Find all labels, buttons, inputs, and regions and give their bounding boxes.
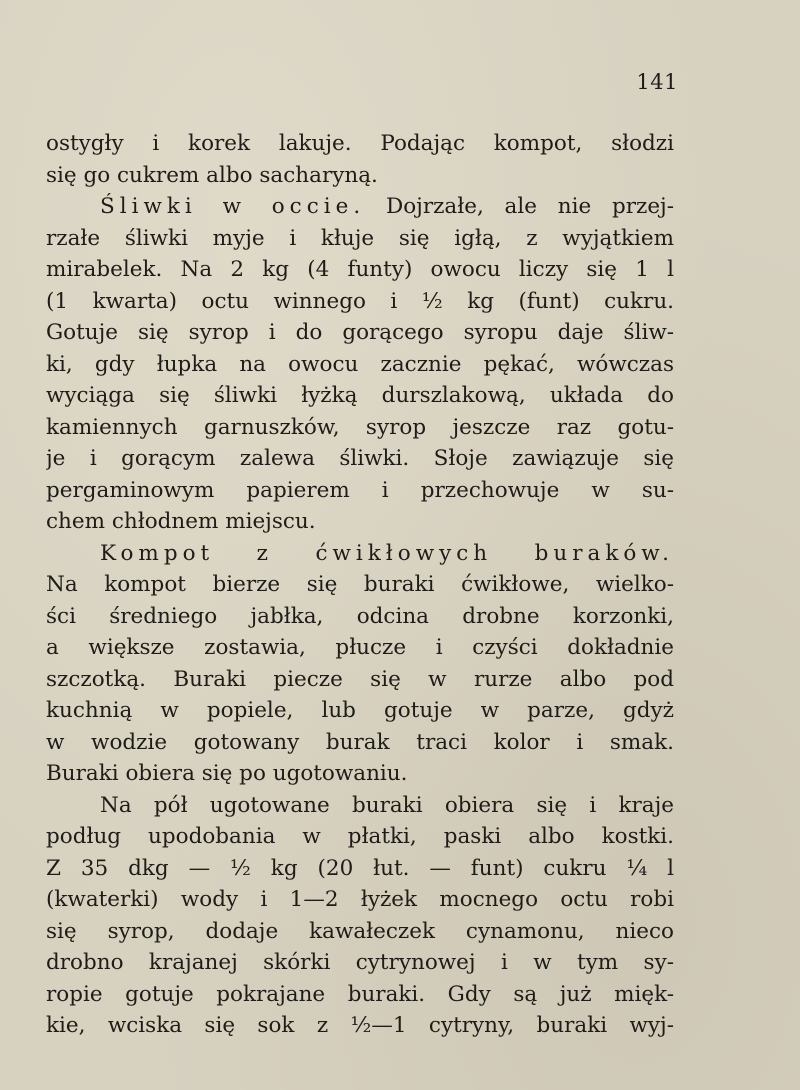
line-text: ści średniego jabłka, odcina drobne korzonki, <box>46 603 674 629</box>
line-text: ki, gdy łupka na owocu zacznie pękać, wówczas <box>46 351 674 377</box>
line-text: ostygły i korek lakuje. Podając kompot, słodzi <box>46 131 674 156</box>
line-text: drobno krajanej skórki cytrynowej i w tym sy- <box>46 950 674 975</box>
line-text: (kwaterki) wody i 1—2 łyżek mocnego octu robi <box>46 887 674 912</box>
line-text: kamiennych garnuszków, syrop jeszcze raz gotu- <box>46 414 674 440</box>
line-text: szczotką. Buraki piecze się w rurze albo pod <box>46 666 674 692</box>
text-line <box>46 475 674 507</box>
line-text: Gotuje się syrop i do gorącego syropu daje śliw- <box>46 320 674 345</box>
text-line <box>46 506 674 538</box>
line-text: (1 kwarta) octu winnego i ½ kg (funt) cukru. <box>46 288 674 314</box>
text-line <box>46 380 674 412</box>
line-text: je i gorącym zalewa śliwki. Słoje zawiązuje się <box>46 446 674 471</box>
text-line <box>46 223 674 255</box>
line-text: Dojrzałe, ale nie przej- <box>365 194 674 219</box>
text-line <box>46 349 674 381</box>
text-line <box>46 1010 674 1042</box>
text-line <box>46 191 674 223</box>
section-heading: Kompot z ćwikłowych buraków. <box>100 540 674 566</box>
line-text: Na kompot bierze się buraki ćwikłowe, wielko- <box>46 572 674 597</box>
line-text: pergaminowym papierem i przechowuje w su- <box>46 477 674 503</box>
line-text: się go cukrem albo sacharyną. <box>46 162 378 188</box>
text-line <box>46 412 674 444</box>
line-text: wyciąga się śliwki łyżką durszlakową, układa do <box>46 383 674 408</box>
text-line <box>46 790 674 822</box>
text-line <box>46 569 674 601</box>
line-text: w wodzie gotowany burak traci kolor i smak. <box>46 729 674 755</box>
text-line <box>46 286 674 318</box>
text-line <box>46 758 674 790</box>
line-text: się syrop, dodaje kawałeczek cynamonu, nieco <box>46 918 674 944</box>
line-text: ropie gotuje pokrajane buraki. Gdy są już mięk- <box>46 981 674 1007</box>
text-line <box>46 128 674 160</box>
text-line <box>46 979 674 1011</box>
line-text: chem chłodnem miejscu. <box>46 509 316 534</box>
text-line <box>46 853 674 885</box>
text-line <box>46 916 674 948</box>
text-line <box>46 884 674 916</box>
text-line <box>46 601 674 633</box>
page-number: 141 <box>636 70 678 94</box>
line-text: a większe zostawia, płucze i czyści dokładnie <box>46 635 674 660</box>
text-line <box>46 664 674 696</box>
line-text: Buraki obiera się po ugotowaniu. <box>46 761 408 786</box>
text-line <box>46 632 674 664</box>
text-line <box>46 695 674 727</box>
text-line <box>46 947 674 979</box>
body-text <box>46 128 674 1042</box>
text-line <box>46 727 674 759</box>
line-text: kie, wciska się sok z ½—1 cytryny, buraki wyj- <box>46 1013 674 1038</box>
text-line <box>46 160 674 192</box>
section-heading: Śliwki w occie. <box>100 194 366 219</box>
line-text: kuchnią w popiele, lub gotuje w parze, gdyż <box>46 698 674 723</box>
text-line <box>46 538 674 570</box>
text-line <box>46 821 674 853</box>
text-line <box>46 317 674 349</box>
text-line <box>46 254 674 286</box>
line-text: mirabelek. Na 2 kg (4 funty) owocu liczy się 1 l <box>46 257 674 282</box>
line-text: Na pół ugotowane buraki obiera się i kraje <box>100 792 674 818</box>
line-text: podług upodobania w płatki, paski albo kostki. <box>46 824 674 849</box>
line-text: Z 35 dkg — ½ kg (20 łut. — funt) cukru ¼ l <box>46 855 674 881</box>
line-text: rzałe śliwki myje i kłuje się igłą, z wyjątkiem <box>46 225 674 251</box>
text-line <box>46 443 674 475</box>
